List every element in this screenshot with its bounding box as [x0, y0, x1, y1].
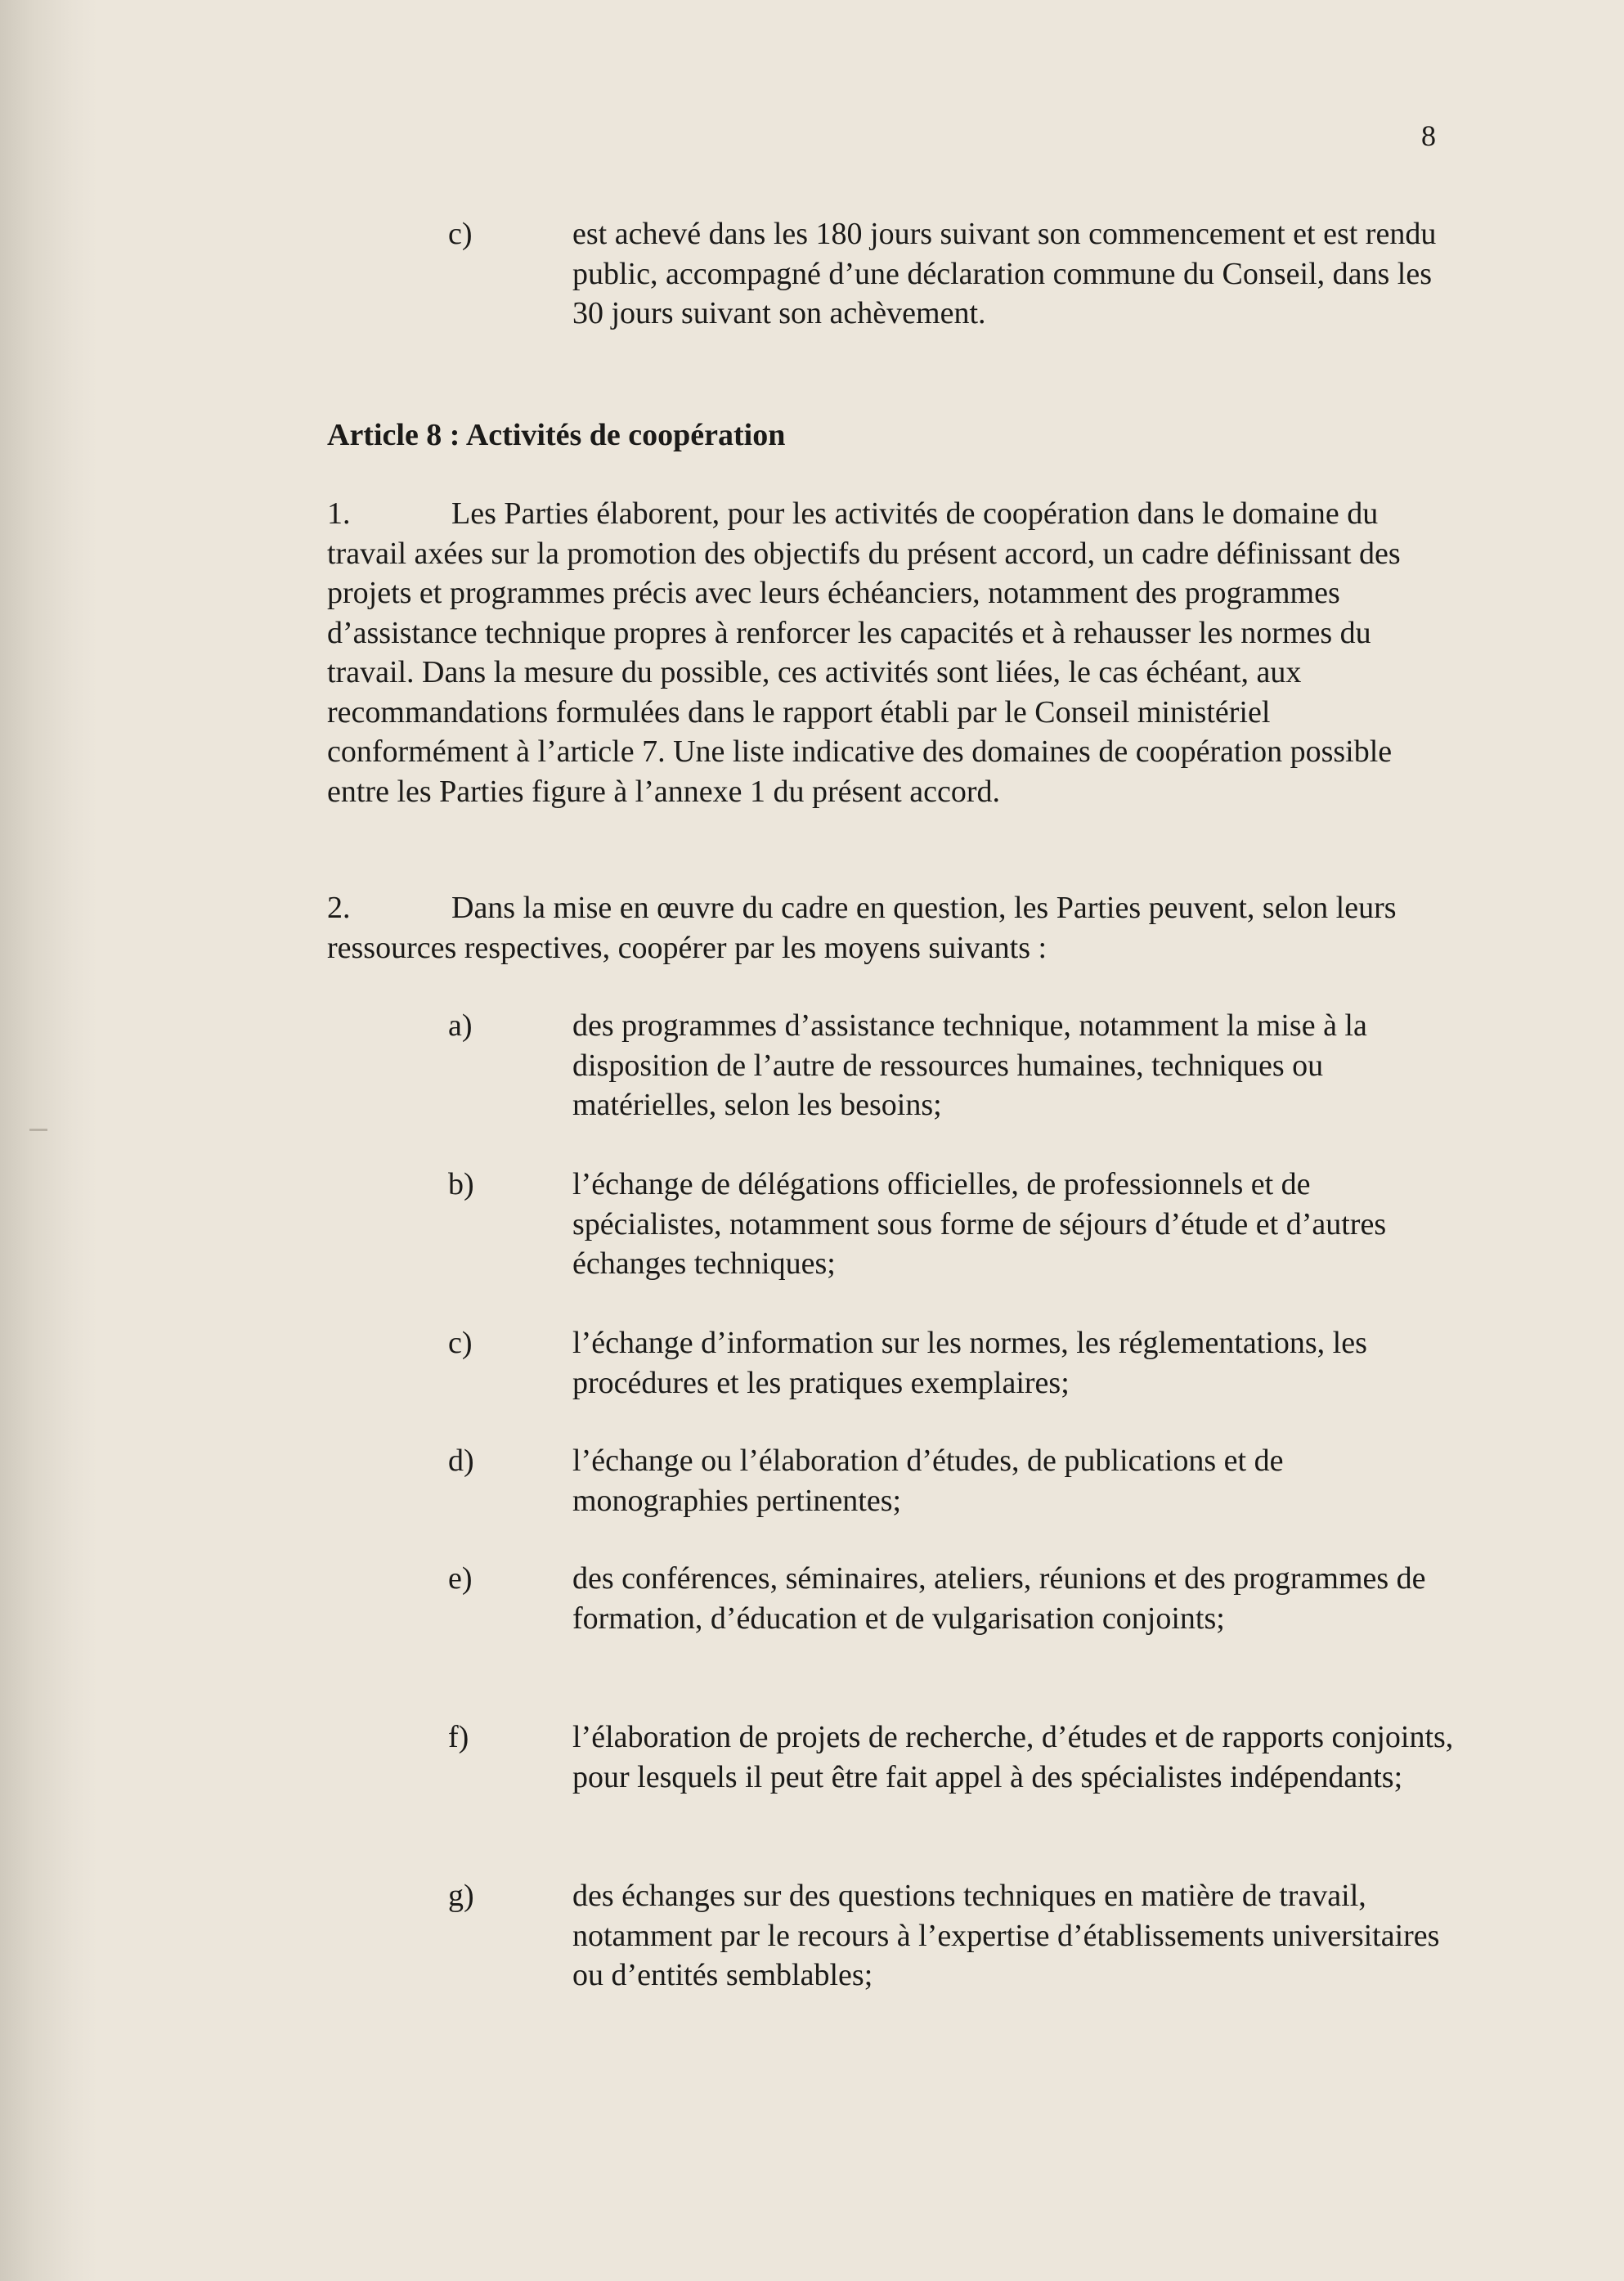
paragraph-1: [327, 494, 1456, 811]
list-marker: e): [448, 1561, 473, 1596]
list-marker: d): [448, 1444, 474, 1478]
list-marker: b): [448, 1167, 474, 1201]
binding-shadow: [0, 0, 98, 2281]
list-text: l’échange d’information sur les normes, les réglementations, les procédures et les pratiques exemplaires;: [572, 1326, 1367, 1400]
list-text: l’élaboration de projets de recherche, d’études et de rapports conjoints, pour lesquels il peut être fait appel à des spécialistes indépendants;: [572, 1720, 1454, 1794]
paragraph-number: 2.: [327, 891, 351, 925]
list-text: des programmes d’assistance technique, notamment la mise à la disposition de l’autre de ressources humaines, techniques ou matérielles, selon les besoins;: [572, 1008, 1367, 1122]
list-marker: f): [448, 1720, 469, 1754]
list-marker: c): [448, 217, 473, 251]
list-text: des échanges sur des questions techniques en matière de travail, notamment par le recours à l’expertise d’établissements universitaires ou d’entités semblables;: [572, 1879, 1440, 1992]
margin-mark: [29, 1129, 47, 1131]
list-text: l’échange de délégations officielles, de professionnels et de spécialistes, notamment sous forme de séjours d’étude et d’autres échanges techniques;: [572, 1167, 1387, 1281]
list-text: des conférences, séminaires, ateliers, réunions et des programmes de formation, d’éducation et de vulgarisation conjoints;: [572, 1561, 1426, 1636]
paragraph-text: Les Parties élaborent, pour les activités de coopération dans le domaine du travail axées sur la promotion des objectifs du présent accord, un cadre définissant des projets et programmes précis avec leurs échéanciers, notamment des programmes d’assistance technique propres à renforcer les capacités et à rehausser les normes du travail. Dans la mesure du possible, ces activités sont liées, le cas échéant, aux recommandations formulées dans le rapport établi par le Conseil ministériel conformément à l’article 7. Une liste indicative des domaines de coopération possible entre les Parties figure à l’annexe 1 du présent accord.: [327, 496, 1401, 809]
list-marker: a): [448, 1008, 473, 1043]
list-marker: g): [448, 1879, 474, 1913]
article-heading: Article 8 : Activités de coopération: [327, 418, 786, 452]
page-number: 8: [1421, 119, 1436, 152]
list-marker: c): [448, 1326, 473, 1360]
paragraph-number: 1.: [327, 496, 351, 531]
paragraph-text: Dans la mise en œuvre du cadre en question, les Parties peuvent, selon leurs ressources respectives, coopérer par les moyens suivants :: [327, 891, 1397, 965]
paragraph-2: [327, 888, 1456, 968]
list-text: est achevé dans les 180 jours suivant son commencement et est rendu public, accompagné d’une déclaration commune du Conseil, dans les 30 jours suivant son achèvement.: [572, 217, 1437, 330]
list-text: l’échange ou l’élaboration d’études, de publications et de monographies pertinentes;: [572, 1444, 1284, 1518]
